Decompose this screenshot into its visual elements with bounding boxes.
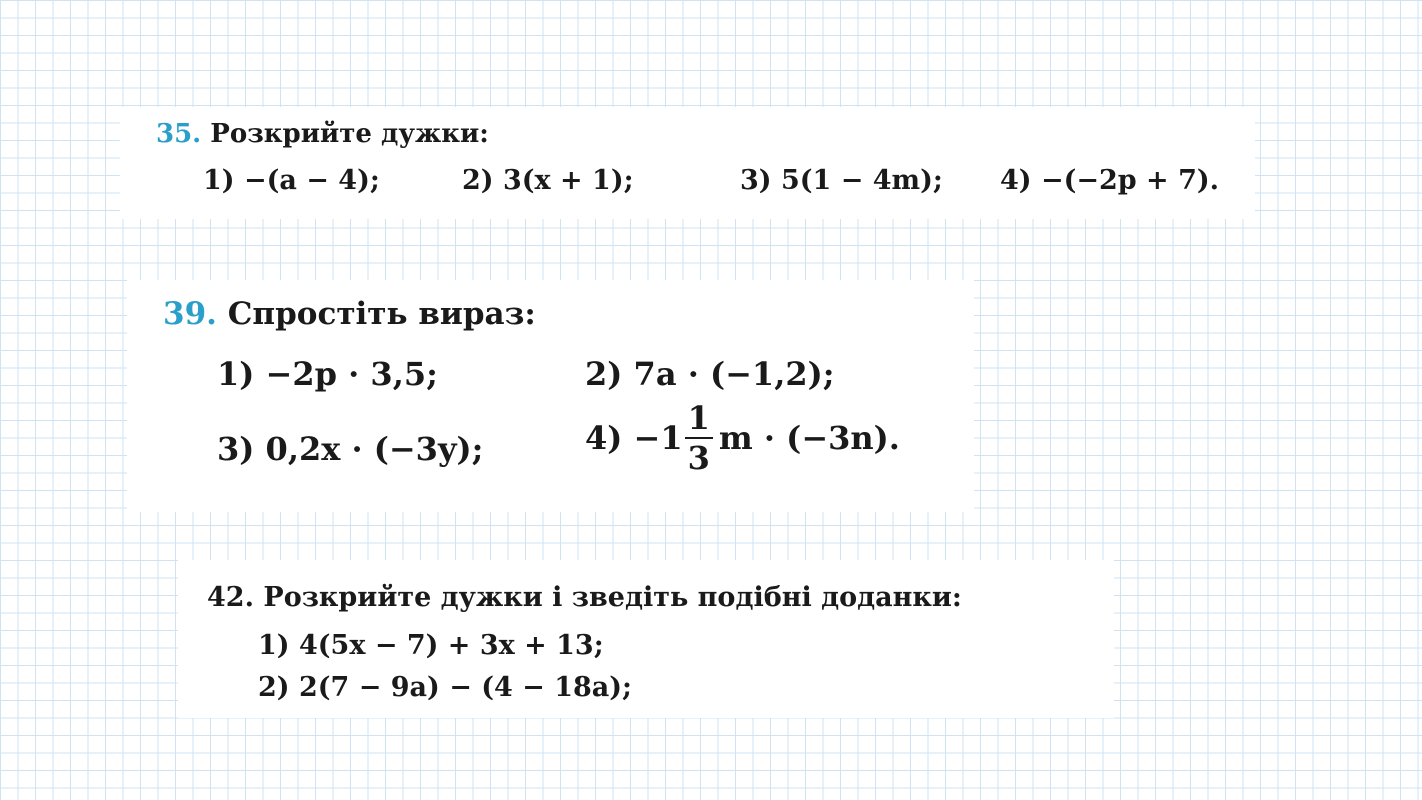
item-label: 1) xyxy=(203,165,235,196)
exercise-42-number: 42. xyxy=(207,582,254,613)
exercise-39-card xyxy=(127,280,974,512)
fraction xyxy=(685,399,713,477)
exercise-39-title: Спростіть вираз: xyxy=(227,296,536,332)
item-label: 3) xyxy=(217,430,255,468)
exercise-39-number: 39. xyxy=(163,296,217,332)
mixed-number-whole: −1 xyxy=(633,419,683,457)
exercise-35-card xyxy=(120,107,1255,219)
item-expression: 4(5x − 7) + 3x + 13; xyxy=(298,630,604,661)
item-expression: 7a · (−1,2); xyxy=(633,355,835,393)
exercise-42-card xyxy=(178,560,1114,718)
item-expression: 3(x + 1); xyxy=(502,165,634,196)
exercise-42-item-1 xyxy=(258,630,604,661)
item-expression-suffix: m · (−3n). xyxy=(718,419,900,457)
exercise-35-heading xyxy=(156,119,489,149)
item-label: 3) xyxy=(740,165,772,196)
exercise-35-item-2 xyxy=(462,165,634,196)
item-expression: 5(1 − 4m); xyxy=(780,165,943,196)
item-expression: 0,2x · (−3y); xyxy=(265,430,484,468)
exercise-35-item-3 xyxy=(740,165,943,196)
exercise-39-item-3 xyxy=(217,430,483,468)
exercise-42-heading xyxy=(207,582,962,613)
fraction-denominator: 3 xyxy=(687,439,710,477)
exercise-35-item-1 xyxy=(203,165,380,196)
exercise-39-item-4 xyxy=(585,399,900,477)
exercise-39-item-1 xyxy=(217,355,438,393)
item-label: 2) xyxy=(462,165,494,196)
item-label: 1) xyxy=(217,355,255,393)
item-label: 2) xyxy=(585,355,623,393)
item-expression: −(a − 4); xyxy=(243,165,380,196)
fraction-numerator: 1 xyxy=(685,402,713,439)
item-label: 2) xyxy=(258,672,290,703)
exercise-42-item-2 xyxy=(258,672,632,703)
item-label: 4) xyxy=(585,419,623,457)
exercise-35-number: 35. xyxy=(156,119,202,149)
item-label: 1) xyxy=(258,630,290,661)
item-expression: −(−2p + 7). xyxy=(1040,165,1220,196)
item-expression: 2(7 − 9a) − (4 − 18a); xyxy=(298,672,633,703)
item-label: 4) xyxy=(1000,165,1032,196)
exercise-35-title: Розкрийте дужки: xyxy=(210,119,489,149)
exercise-35-item-4 xyxy=(1000,165,1219,196)
exercise-39-heading xyxy=(163,296,536,332)
exercise-42-title: Розкрийте дужки і зведіть подібні доданки: xyxy=(263,582,962,613)
exercise-39-item-2 xyxy=(585,355,835,393)
item-expression: −2p · 3,5; xyxy=(265,355,438,393)
